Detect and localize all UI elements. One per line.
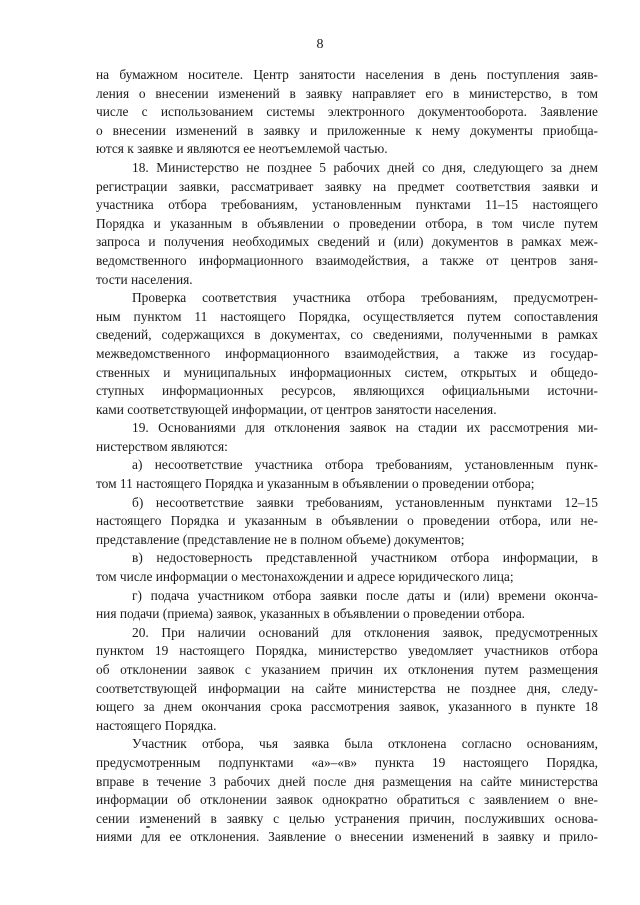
document-body [96,66,598,847]
text-line: настоящего Порядка. [96,717,217,733]
text-line: пунктом 19 настоящего Порядка, министерство уведомляет участников отбора [96,643,598,659]
text-line: нистерством являются: [96,438,228,454]
text-line: ным пунктом 11 настоящего Порядка, осуществляется путем сопоставления [96,308,598,324]
text-line: 20. При наличии оснований для отклонения заявок, предусмотренных [132,624,598,640]
text-line: об отклонении заявок с указанием причин их отклонения путем размещения [96,662,598,677]
text-line: Участник отбора, чья заявка была отклонена согласно основаниям, [132,736,598,752]
text-line: вправе в течение 3 рабочих дней после дня размещения на сайте министерства [96,773,598,789]
text-line: б) несоответствие заявки требованиям, установленным пунктами 12–15 [132,494,598,510]
text-line: сведений, содержащихся в документах, со сведениями, полученными в рамках [96,327,598,343]
scan-artifact-mark [146,826,150,828]
text-line: ющего за днем окончания срока рассмотрения заявок, указанного в пункте 18 [96,699,598,715]
text-line: представление (представление не в полном объеме) документов; [96,531,465,547]
text-line: Проверка соответствия участника отбора требованиям, предусмотрен- [132,290,598,306]
text-line: ниями для ее отклонения. Заявление о внесении изменений в заявку и прило- [96,829,598,845]
text-line: межведомственного информационного взаимодействия, а также из государ- [96,345,598,361]
text-line: 18. Министерство не позднее 5 рабочих дней со дня, следующего за днем [132,159,598,175]
text-line: ния подачи (приема) заявок, указанных в объявлении о проведении отбора. [96,606,526,622]
text-line: предусмотренным подпунктами «а»–«в» пункта 19 настоящего Порядка, [96,754,598,770]
text-line: ведомственного информационного взаимодействия, а также от центров заня- [96,252,598,268]
text-line: регистрации заявки, рассматривает заявку на предмет соответствия заявки и [96,178,598,194]
text-line: 19. Основаниями для отклонения заявок на стадии их рассмотрения ми- [132,420,598,436]
text-line: настоящего Порядка и указанным в объявлении о проведении отбора, или не- [96,513,598,529]
text-line: информации об отклонении заявок однократно обратиться с заявлением о вне- [96,792,598,808]
text-line: участника отбора требованиям, установленным пунктами 11–15 настоящего [96,197,598,213]
page-number: 8 [316,37,324,52]
text-line: ются к заявке и являются ее неотъемлемой частью. [96,141,388,157]
text-line: в) недостоверность представленной участником отбора информации, в [132,550,598,566]
text-line: числе с использованием системы электронного документооборота. Заявление [96,104,598,120]
text-line: тости населения. [96,271,193,287]
text-line: сении изменений в заявку с целью устранения причин, послуживших основа- [96,810,598,826]
text-line: ственных и муниципальных информационных систем, открытых и общедо- [96,364,598,380]
text-line: том 11 настоящего Порядка и указанным в объявлении о проведении отбора; [96,476,535,492]
text-line: на бумажном носителе. Центр занятости населения в день поступления заяв- [96,67,598,82]
text-line: а) несоответствие участника отбора требованиям, установленным пунк- [132,457,598,473]
text-line: запроса и получения необходимых сведений и (или) документов в рамках меж- [96,234,598,250]
text-line: ступных информационных ресурсов, являющихся официальными источни- [96,383,598,399]
text-line: г) подача участником отбора заявки после даты и (или) времени оконча- [132,587,598,603]
text-line: Порядка и указанным в объявлении о проведении отбора, в том числе путем [96,215,598,231]
text-line: о внесении изменений в заявку и приложенные к нему документы приобща- [96,122,598,138]
text-line: ления о внесении изменений в заявку направляет его в министерство, в том [96,85,598,101]
text-line: том числе информации о местонахождении и адресе юридического лица; [96,569,514,585]
text-line: ками соответствующей информации, от центров занятости населения. [96,401,497,417]
text-line: соответствующей информации на сайте министерства не позднее дня, следу- [96,680,598,696]
